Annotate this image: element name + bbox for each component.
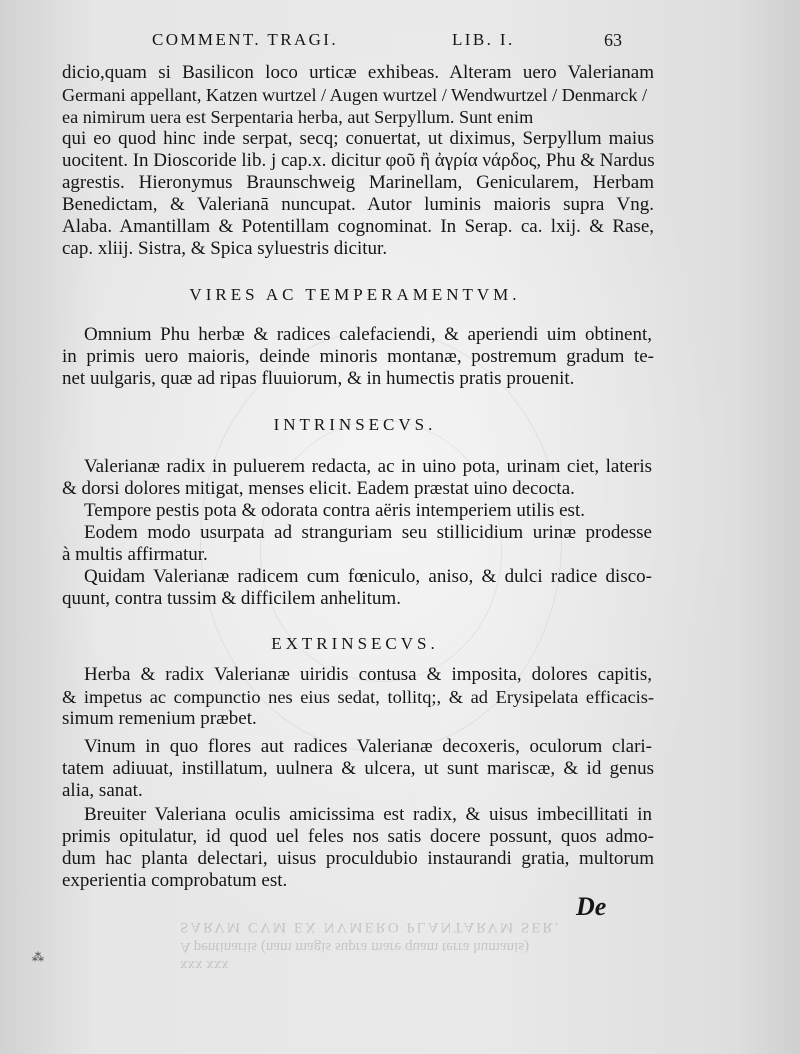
section-heading-intrinsecus: INTRINSECVS. [273,415,437,434]
running-header [152,30,652,54]
section-heading-vires: VIRES AC TEMPERAMENTVM. [189,285,521,304]
running-header-book: LIB. I. [452,30,515,49]
text-line: Eodem modo usurpata ad stranguriam seu stillicidium urinæ prodesse [84,522,652,543]
text-line: simum remenium præbet. [62,708,257,729]
text-line: Vinum in quo flores aut radices Valerianæ decoxeris, oculorum clari- [84,736,652,757]
text-line: Tempore pestis pota & odorata contra aëris intemperiem utilis est. [84,500,585,521]
text-line: Germani appellant, Katzen wurtzel / Augen wurtzel / Wendwurtzel / Denmarck / ea nimirum uera est Serpentaria herba, aut Serpyllum. Sunt enim [62,85,648,127]
page-number: 63 [604,30,622,50]
bleedthrough-text: A pentinariis (nam magis supra mare quam terra humanis) [180,939,530,955]
text-line: dicio,quam si Basilicon loco urticæ exhibeas. Alteram uero Valerianam [62,62,654,83]
catchword: De [576,892,607,921]
text-line: in primis uero maioris, deinde minoris montanæ, postremum gradum te- [62,346,654,367]
margin-ornament: ⁂ [32,950,44,964]
text-line: primis opitulatur, id quod uel feles nos satis docere possunt, quos admo- [62,826,654,847]
bleedthrough-text: xxx xxx [180,957,229,973]
running-header-title: COMMENT. TRAGI. [152,30,339,49]
text-line: & impetus ac compunctio nes eius sedat, tollitq;, & ad Erysipelata efficacis- [62,687,654,707]
text-line: Quidam Valerianæ radicem cum fœniculo, aniso, & dulci radice disco- [84,566,652,587]
section-heading-extrinsecus: EXTRINSECVS. [271,634,439,653]
text-line: Breuiter Valeriana oculis amicissima est radix, & uisus imbecillitati in [84,804,652,825]
text-line: experientia comprobatum est. [62,870,288,891]
text-line: dum hac planta delectari, uisus proculdubio instaurandi gratia, multorum [62,848,654,869]
text-line: uocitent. In Dioscoride lib. j cap.x. dicitur φοῦ ἢ ἀγρία νάρδος, Phu & Nardus [62,150,655,171]
bleedthrough-text: SARVM CVM EX NVMERO PLANTARVM SER. [180,919,561,935]
text-line: Valerianæ radix in puluerem redacta, ac in uino pota, urinam ciet, lateris [84,456,652,477]
text-line: Herba & radix Valerianæ uiridis contusa & imposita, dolores capitis, [84,664,652,685]
text-line: cap. xliij. Sistra, & Spica syluestris dicitur. [62,238,388,259]
text-line: & dorsi dolores mitigat, menses elicit. Eadem præstat uino decocta. [62,478,575,499]
text-line: à multis affirmatur. [62,544,208,565]
text-line: Alaba. Amantillam & Potentillam cognominat. In Serap. ca. lxij. & Rase, [62,216,654,237]
text-line: net uulgaris, quæ ad ripas fluuiorum, & in humectis pratis prouenit. [62,368,575,389]
text-line: Benedictam, & Valerianā nuncupat. Autor luminis maioris supra Vng. [62,194,654,215]
text-line: alia, sanat. [62,780,143,801]
text-line: quunt, contra tussim & difficilem anhelitum. [62,588,401,609]
text-line: qui eo quod hinc inde serpat, secq; conuertat, ut diximus, Serpyllum maius [62,128,654,149]
text-line: tatem adiuuat, instillatum, uulnera & ulcera, ut sunt mariscæ, & id genus [62,758,654,779]
text-line: Omnium Phu herbæ & radices calefaciendi, & aperiendi uim obtinent, [84,324,652,345]
text-line: agrestis. Hieronymus Braunschweig Marinellam, Genicularem, Herbam [62,172,654,193]
